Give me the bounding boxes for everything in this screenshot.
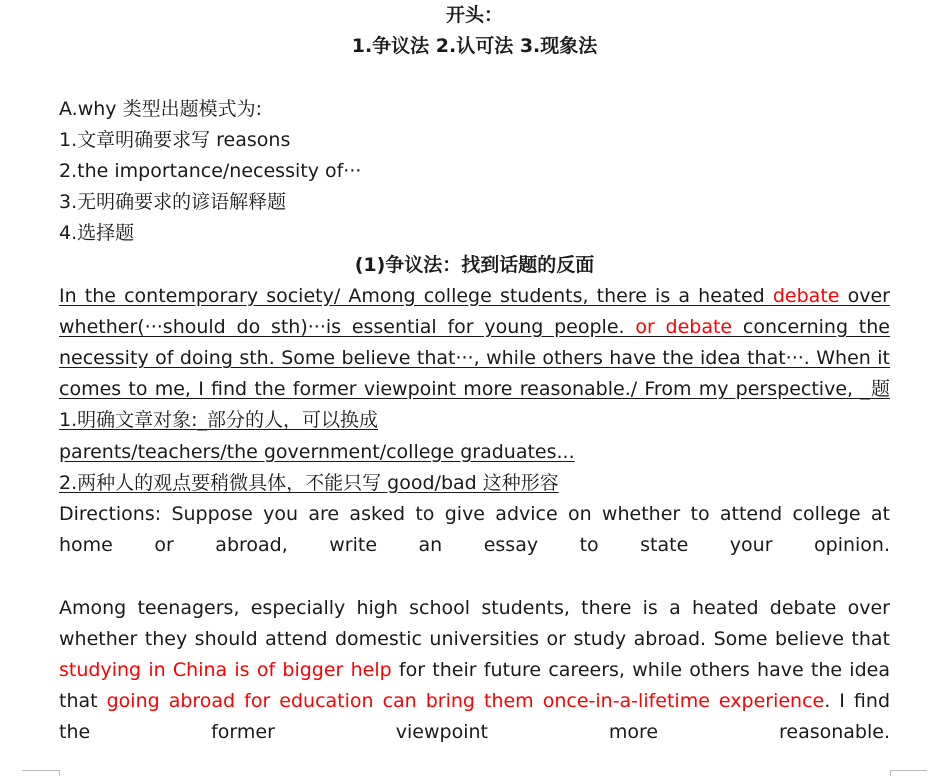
highlight-or-debate: or debate [635,315,733,338]
sample-paragraph [59,593,890,749]
template-text: concerning the necessity of doing sth. Some believe that···, while others have the idea that···. When it comes to me, I find the former viewpoint more reasonable./ From my perspective, _题 [59,315,890,401]
methods-list: 1.争议法 2.认可法 3.现象法 [351,35,598,58]
template-text: over whether(···should do sth)···is essential for young people. [59,284,890,338]
note-item: 2.两种人的观点要稍微具体，不能只写 good/bad 这种形容 [59,471,559,494]
document-page [59,0,890,749]
note-item: parents/teachers/the government/college graduates... [59,440,575,463]
page-corner-mark-right [890,770,927,776]
method1-title: (1)争议法：找到话题的反面 [354,253,595,276]
why-item: 1.文章明确要求写 reasons [59,128,291,151]
highlight-opinion-b: going abroad for education can bring them once-in-a-lifetime experience [106,690,825,713]
blank-line [59,62,890,93]
sample-text: Among teenagers, especially high school students, there is a heated debate over whether they should attend domestic universities or study abroad. Some believe that [59,596,890,650]
section-title: 开头： [445,4,503,26]
sample-text: for their future careers, while others have the idea that [59,659,890,713]
highlight-debate: debate [772,284,840,307]
blank-line [59,561,890,592]
highlight-opinion-a: studying in China is of bigger help [59,659,392,682]
template-text: In the contemporary society/ Among college students, there is a heated [59,284,773,307]
why-item: 2.the importance/necessity of··· [59,159,362,182]
why-item: 4.选择题 [59,222,135,245]
note-item: 1.明确文章对象:_部分的人，可以换成 [59,409,379,432]
sample-text: . I find the former viewpoint more reasonable. [59,690,890,744]
template-paragraph [59,281,890,406]
page-corner-mark-left [22,770,60,776]
why-item: 3.无明确要求的谚语解释题 [59,191,287,214]
directions-paragraph: Directions: Suppose you are asked to give advice on whether to attend college at home or abroad, write an essay to state your opinion. [59,503,890,557]
why-intro: A.why 类型出题模式为: [59,97,262,120]
